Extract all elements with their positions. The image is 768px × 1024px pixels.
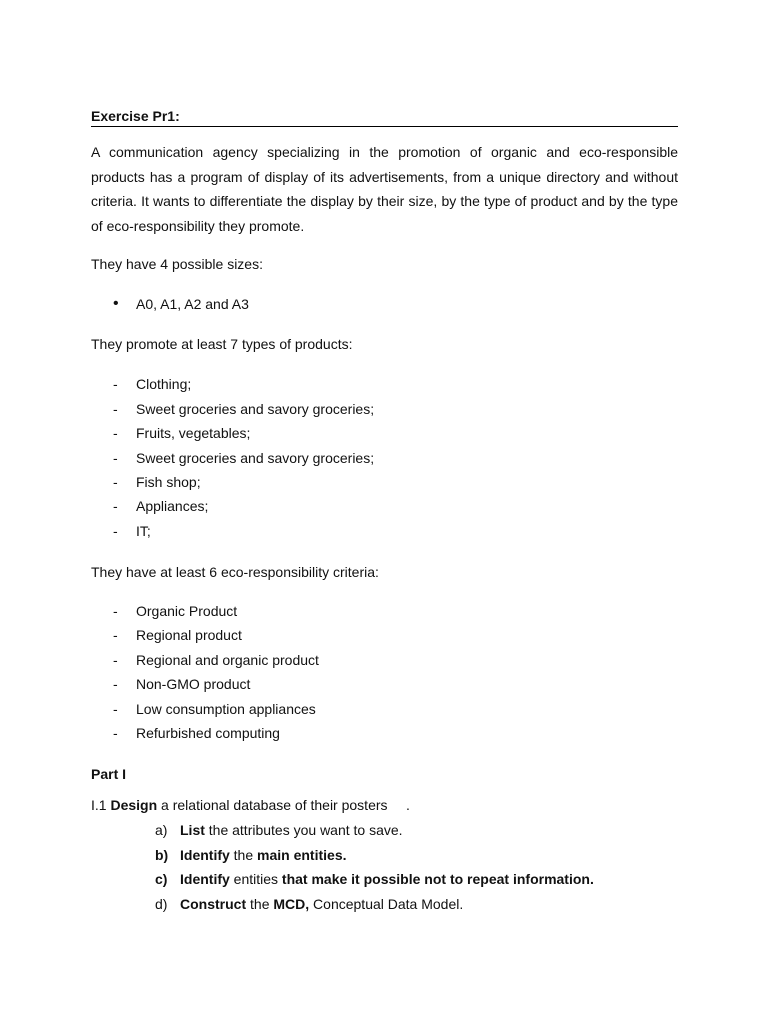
subtask-text-bold: Identify — [180, 847, 230, 863]
criteria-item: Low consumption appliances — [136, 701, 316, 717]
dash-marker: - — [113, 401, 118, 417]
product-item: IT; — [136, 523, 151, 539]
intro-paragraph: A communication agency specializing in the promotion of organic and eco-responsible products has a program of display of its advertisements, from a unique directory and without criteria. It wants to differentiate the display by their size, by the type of product and by the type of eco-responsibility they promote. — [91, 144, 678, 234]
criteria-item: Regional product — [136, 627, 242, 643]
dash-marker: - — [113, 627, 118, 643]
product-item: Clothing; — [136, 376, 192, 392]
subtask-marker: b) — [155, 847, 169, 863]
subtask-text-bold: that make it possible not to repeat information. — [281, 871, 594, 887]
subtask-text-bold: Identify — [180, 871, 230, 887]
criteria-item: Refurbished computing — [136, 725, 280, 741]
criteria-heading: They have at least 6 eco-responsibility criteria: — [91, 564, 379, 580]
exercise-title: Exercise Pr1: — [91, 108, 180, 124]
dash-marker: - — [113, 652, 118, 668]
criteria-item: Non-GMO product — [136, 676, 251, 692]
task-verb: Design — [110, 797, 158, 813]
dash-marker: - — [113, 450, 118, 466]
product-item: Sweet groceries and savory groceries; — [136, 450, 375, 466]
product-item: Sweet groceries and savory groceries; — [136, 401, 375, 417]
dash-marker: - — [113, 498, 118, 514]
task-text: a relational database of their posters — [157, 797, 388, 813]
sizes-item: A0, A1, A2 and A3 — [136, 296, 249, 312]
product-item: Fish shop; — [136, 474, 201, 490]
product-item: Fruits, vegetables; — [136, 425, 251, 441]
dash-marker: - — [113, 376, 118, 392]
subtask-text: the — [246, 896, 274, 912]
product-item: Appliances; — [136, 498, 209, 514]
subtask-text: entities — [229, 871, 282, 887]
criteria-item: Regional and organic product — [136, 652, 319, 668]
dash-marker: - — [113, 523, 118, 539]
task-prefix: I.1 — [91, 797, 111, 813]
dash-marker: - — [113, 676, 118, 692]
subtask-text: the — [229, 847, 258, 863]
title-underline — [91, 126, 678, 127]
subtask-b — [180, 846, 347, 864]
dash-marker: - — [113, 425, 118, 441]
criteria-item: Organic Product — [136, 603, 238, 619]
subtask-d — [180, 895, 463, 913]
dash-marker: - — [113, 725, 118, 741]
subtask-text-bold: List — [180, 822, 205, 838]
subtask-text: Conceptual Data Model. — [309, 896, 464, 912]
part-title: Part I — [91, 766, 127, 782]
task-line — [91, 796, 388, 814]
subtask-text: the attributes you want to save. — [204, 822, 403, 838]
subtask-marker: a) — [155, 822, 168, 838]
subtask-marker: c) — [155, 871, 168, 887]
subtask-text-bold: MCD, — [273, 896, 310, 912]
dash-marker: - — [113, 603, 118, 619]
products-heading: They promote at least 7 types of products: — [91, 336, 353, 352]
subtask-c — [180, 870, 594, 888]
dash-marker: - — [113, 701, 118, 717]
sizes-heading: They have 4 possible sizes: — [91, 256, 263, 272]
subtask-a — [180, 821, 403, 839]
subtask-marker: d) — [155, 896, 168, 912]
subtask-text-bold: main entities. — [257, 847, 347, 863]
subtask-text-bold: Construct — [180, 896, 247, 912]
bullet-icon: • — [113, 295, 119, 312]
task-trailing-period: . — [406, 797, 410, 813]
dash-marker: - — [113, 474, 118, 490]
